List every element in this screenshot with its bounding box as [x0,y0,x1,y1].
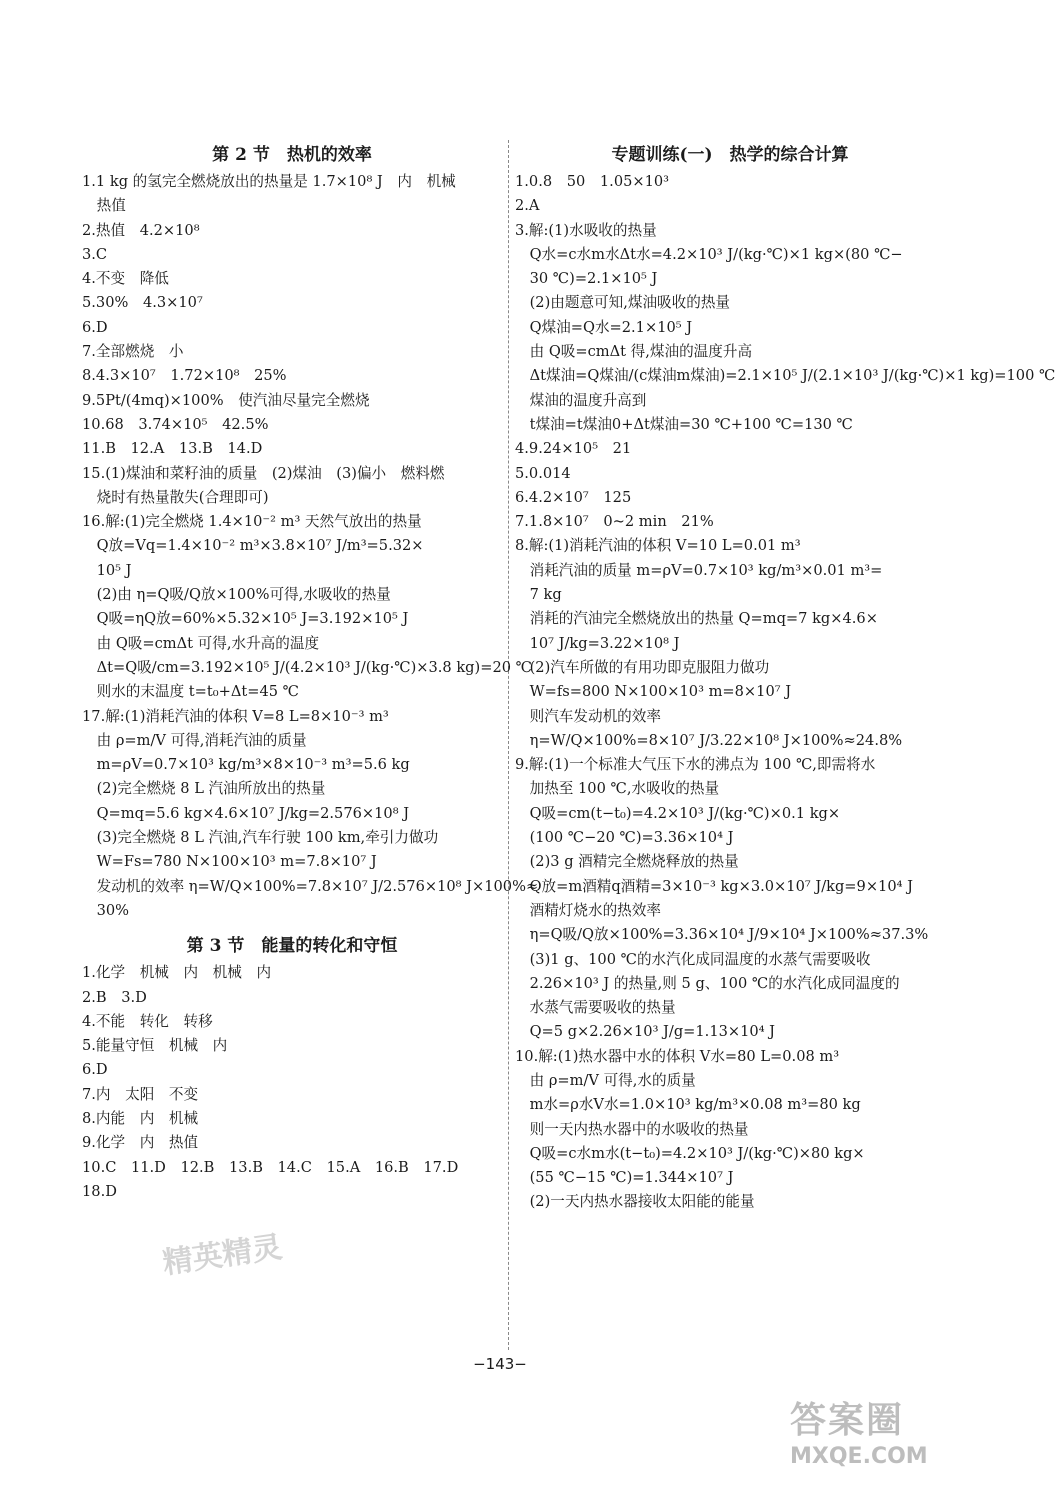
answer-line: W=Fs=780 N×100×10³ m=7.8×10⁷ J [82,853,377,871]
answer-line: Q吸=c水m水(t−t₀)=4.2×10³ J/(kg·℃)×80 kg× [515,1144,865,1162]
answer-line: 发动机的效率 η=W/Q×100%=7.8×10⁷ J/2.576×10⁸ J×100%≈ [82,877,539,895]
answer-line: Q吸=cm(t−t₀)=4.2×10³ J/(kg·℃)×0.1 kg× [515,804,841,822]
answer-line: 1.1 kg 的氢完全燃烧放出的热量是 1.7×10⁸ J 内 机械 [82,173,456,190]
answer-line: 则汽车发动机的效率 [515,707,661,725]
answer-line: 由 Q吸=cmΔt 得,煤油的温度升高 [515,343,753,361]
answer-line: 则一天内热水器中的水吸收的热量 [515,1120,749,1138]
answer-line: 酒精灯烧水的热效率 [515,901,661,919]
answer-line: Q放=Vq=1.4×10⁻² m³×3.8×10⁷ J/m³=5.32× [82,537,424,555]
answer-line: 18.D [82,1182,117,1200]
answer-line: (2)3 g 酒精完全燃烧释放的热量 [515,853,739,871]
answer-line: 由 ρ=m/V 可得,水的质量 [515,1071,696,1089]
answer-line: 5.能量守恒 机械 内 [82,1037,228,1055]
watermark-text: 答案圈 [790,1400,905,1441]
answer-line: η=W/Q×100%=8×10⁷ J/3.22×10⁸ J×100%≈24.8% [515,731,903,749]
answer-line: Δt煤油=Q煤油/(c煤油m煤油)=2.1×10⁵ J/(2.1×10³ J/(kg·℃)×1 kg)=100 ℃ [515,367,1055,385]
answer-line: 30% [82,901,130,919]
answer-line: (2)一天内热水器接收太阳能的能量 [515,1193,755,1211]
answer-line: m=ρV=0.7×10³ kg/m³×8×10⁻³ m³=5.6 kg [82,756,410,774]
right-column [515,140,1055,1215]
answer-line: 8.内能 内 机械 [82,1109,199,1127]
answer-line: Q=mq=5.6 kg×4.6×10⁷ J/kg=2.576×10⁸ J [82,804,410,822]
answer-line: Q吸=ηQ放=60%×5.32×10⁵ J=3.192×10⁵ J [82,610,409,628]
answer-line: 由 Q吸=cmΔt 可得,水升高的温度 [82,634,320,652]
answer-line: 5.0.014 [515,464,571,482]
section-title-2: 第 2 节 热机的效率 [212,145,372,165]
answer-line: 7 kg [515,586,562,604]
answer-line: 4.9.24×10⁵ 21 [515,440,632,458]
answer-line: Q水=c水m水Δt水=4.2×10³ J/(kg·℃)×1 kg×(80 ℃− [515,245,903,263]
watermark-url: MXQE.COM [790,1444,928,1469]
answer-line: 6.D [82,318,108,336]
answer-line: 16.解:(1)完全燃烧 1.4×10⁻² m³ 天然气放出的热量 [82,513,422,531]
answer-line: t煤油=t煤油0+Δt煤油=30 ℃+100 ℃=130 ℃ [515,415,853,433]
answer-line: 10⁷ J/kg=3.22×10⁸ J [515,634,680,652]
answer-line: 水蒸气需要吸收的热量 [515,999,676,1017]
column-divider [508,140,509,1350]
answer-line: 1.0.8 50 1.05×10³ [515,173,670,190]
answer-line: (2)汽车所做的有用功即克服阻力做功 [515,658,770,676]
answer-line: m水=ρ水V水=1.0×10³ kg/m³×0.08 m³=80 kg [515,1096,861,1114]
answer-line: 由 ρ=m/V 可得,消耗汽油的质量 [82,731,307,749]
answer-line: 10.解:(1)热水器中水的体积 V水=80 L=0.08 m³ [515,1047,840,1065]
answer-line: 4.不变 降低 [82,270,169,288]
answer-line: (3)1 g、100 ℃的水汽化成同温度的水蒸气需要吸收 [515,950,871,968]
answer-line: 煤油的温度升高到 [515,391,647,409]
answer-line: 15.(1)煤油和菜籽油的质量 (2)煤油 (3)偏小 燃料燃 [82,464,445,482]
answer-line: (3)完全燃烧 8 L 汽油,汽车行驶 100 km,牵引力做功 [82,829,439,847]
section-title-3: 第 3 节 能量的转化和守恒 [186,936,398,957]
answer-line: 7.全部燃烧 小 [82,343,184,361]
answer-line: 7.内 太阳 不变 [82,1085,199,1103]
answer-line: 热值 [82,197,126,215]
answer-line: 9.5Pt/(4mq)×100% 使汽油尽量完全燃烧 [82,391,370,409]
answer-line: 则水的末温度 t=t₀+Δt=45 ℃ [82,683,299,701]
answer-line: η=Q吸/Q放×100%=3.36×10⁴ J/9×10⁴ J×100%≈37.3% [515,926,929,944]
special-training-answers [515,170,1055,1215]
answer-line: (2)由 η=Q吸/Q放×100%可得,水吸收的热量 [82,586,391,604]
answer-line: 10.C 11.D 12.B 13.B 14.C 15.A 16.B 17.D [82,1158,459,1176]
answer-line: 7.1.8×10⁷ 0~2 min 21% [515,513,714,531]
answer-line: 17.解:(1)消耗汽油的体积 V=8 L=8×10⁻³ m³ [82,707,389,725]
answer-line: 2.26×10³ J 的热量,则 5 g、100 ℃的水汽化成同温度的 [515,974,900,992]
answer-line: Q=5 g×2.26×10³ J/g=1.13×10⁴ J [515,1023,776,1041]
answer-line: 9.解:(1)一个标准大气压下水的沸点为 100 ℃,即需将水 [515,756,876,774]
answer-line: 1.化学 机械 内 机械 内 [82,964,272,982]
answer-line: 3.C [82,245,108,263]
answer-line: (2)由题意可知,煤油吸收的热量 [515,294,731,312]
answer-line: 2.B 3.D [82,988,147,1006]
answer-line: 30 ℃)=2.1×10⁵ J [515,270,658,288]
answer-line: 11.B 12.A 13.B 14.D [82,440,263,458]
special-training-title: 专题训练(一) 热学的综合计算 [611,145,849,165]
answer-line: 10⁵ J [82,561,132,579]
faint-stamp: 精英精灵 [160,1229,285,1282]
page-number: −143− [473,1355,527,1373]
section-3-answers [82,961,502,1204]
answer-line: (55 ℃−15 ℃)=1.344×10⁷ J [515,1169,734,1187]
answer-line: 加热至 100 ℃,水吸收的热量 [515,780,720,798]
answer-line: Δt=Q吸/cm=3.192×10⁵ J/(4.2×10³ J/(kg·℃)×3.8 kg)=20 ℃ [82,658,532,676]
answer-line: 8.4.3×10⁷ 1.72×10⁸ 25% [82,367,287,385]
answer-line: 4.不能 转化 转移 [82,1012,213,1030]
answer-line: 6.D [82,1061,108,1079]
answer-line: 8.解:(1)消耗汽油的体积 V=10 L=0.01 m³ [515,537,801,555]
answer-line: 2.热值 4.2×10⁸ [82,221,200,239]
answer-line: 消耗汽油的质量 m=ρV=0.7×10³ kg/m³×0.01 m³= [515,561,883,579]
answer-line: (2)完全燃烧 8 L 汽油所放出的热量 [82,780,326,798]
answer-line: 10.68 3.74×10⁵ 42.5% [82,415,269,433]
answer-line: Q放=m酒精q酒精=3×10⁻³ kg×3.0×10⁷ J/kg=9×10⁴ J [515,877,913,895]
answer-line: 消耗的汽油完全燃烧放出的热量 Q=mq=7 kg×4.6× [515,610,878,628]
answer-line: 5.30% 4.3×10⁷ [82,294,203,312]
watermark-logo [790,1398,970,1478]
answer-line: 2.A [515,197,540,215]
answer-line: Q煤油=Q水=2.1×10⁵ J [515,318,693,336]
answer-line: (100 ℃−20 ℃)=3.36×10⁴ J [515,829,734,847]
answer-line: 3.解:(1)水吸收的热量 [515,221,657,239]
answer-line: W=fs=800 N×100×10³ m=8×10⁷ J [515,683,792,701]
answer-line: 烧时有热量散失(合理即可) [82,488,269,506]
answer-line: 9.化学 内 热值 [82,1134,199,1152]
answer-line: 6.4.2×10⁷ 125 [515,488,632,506]
